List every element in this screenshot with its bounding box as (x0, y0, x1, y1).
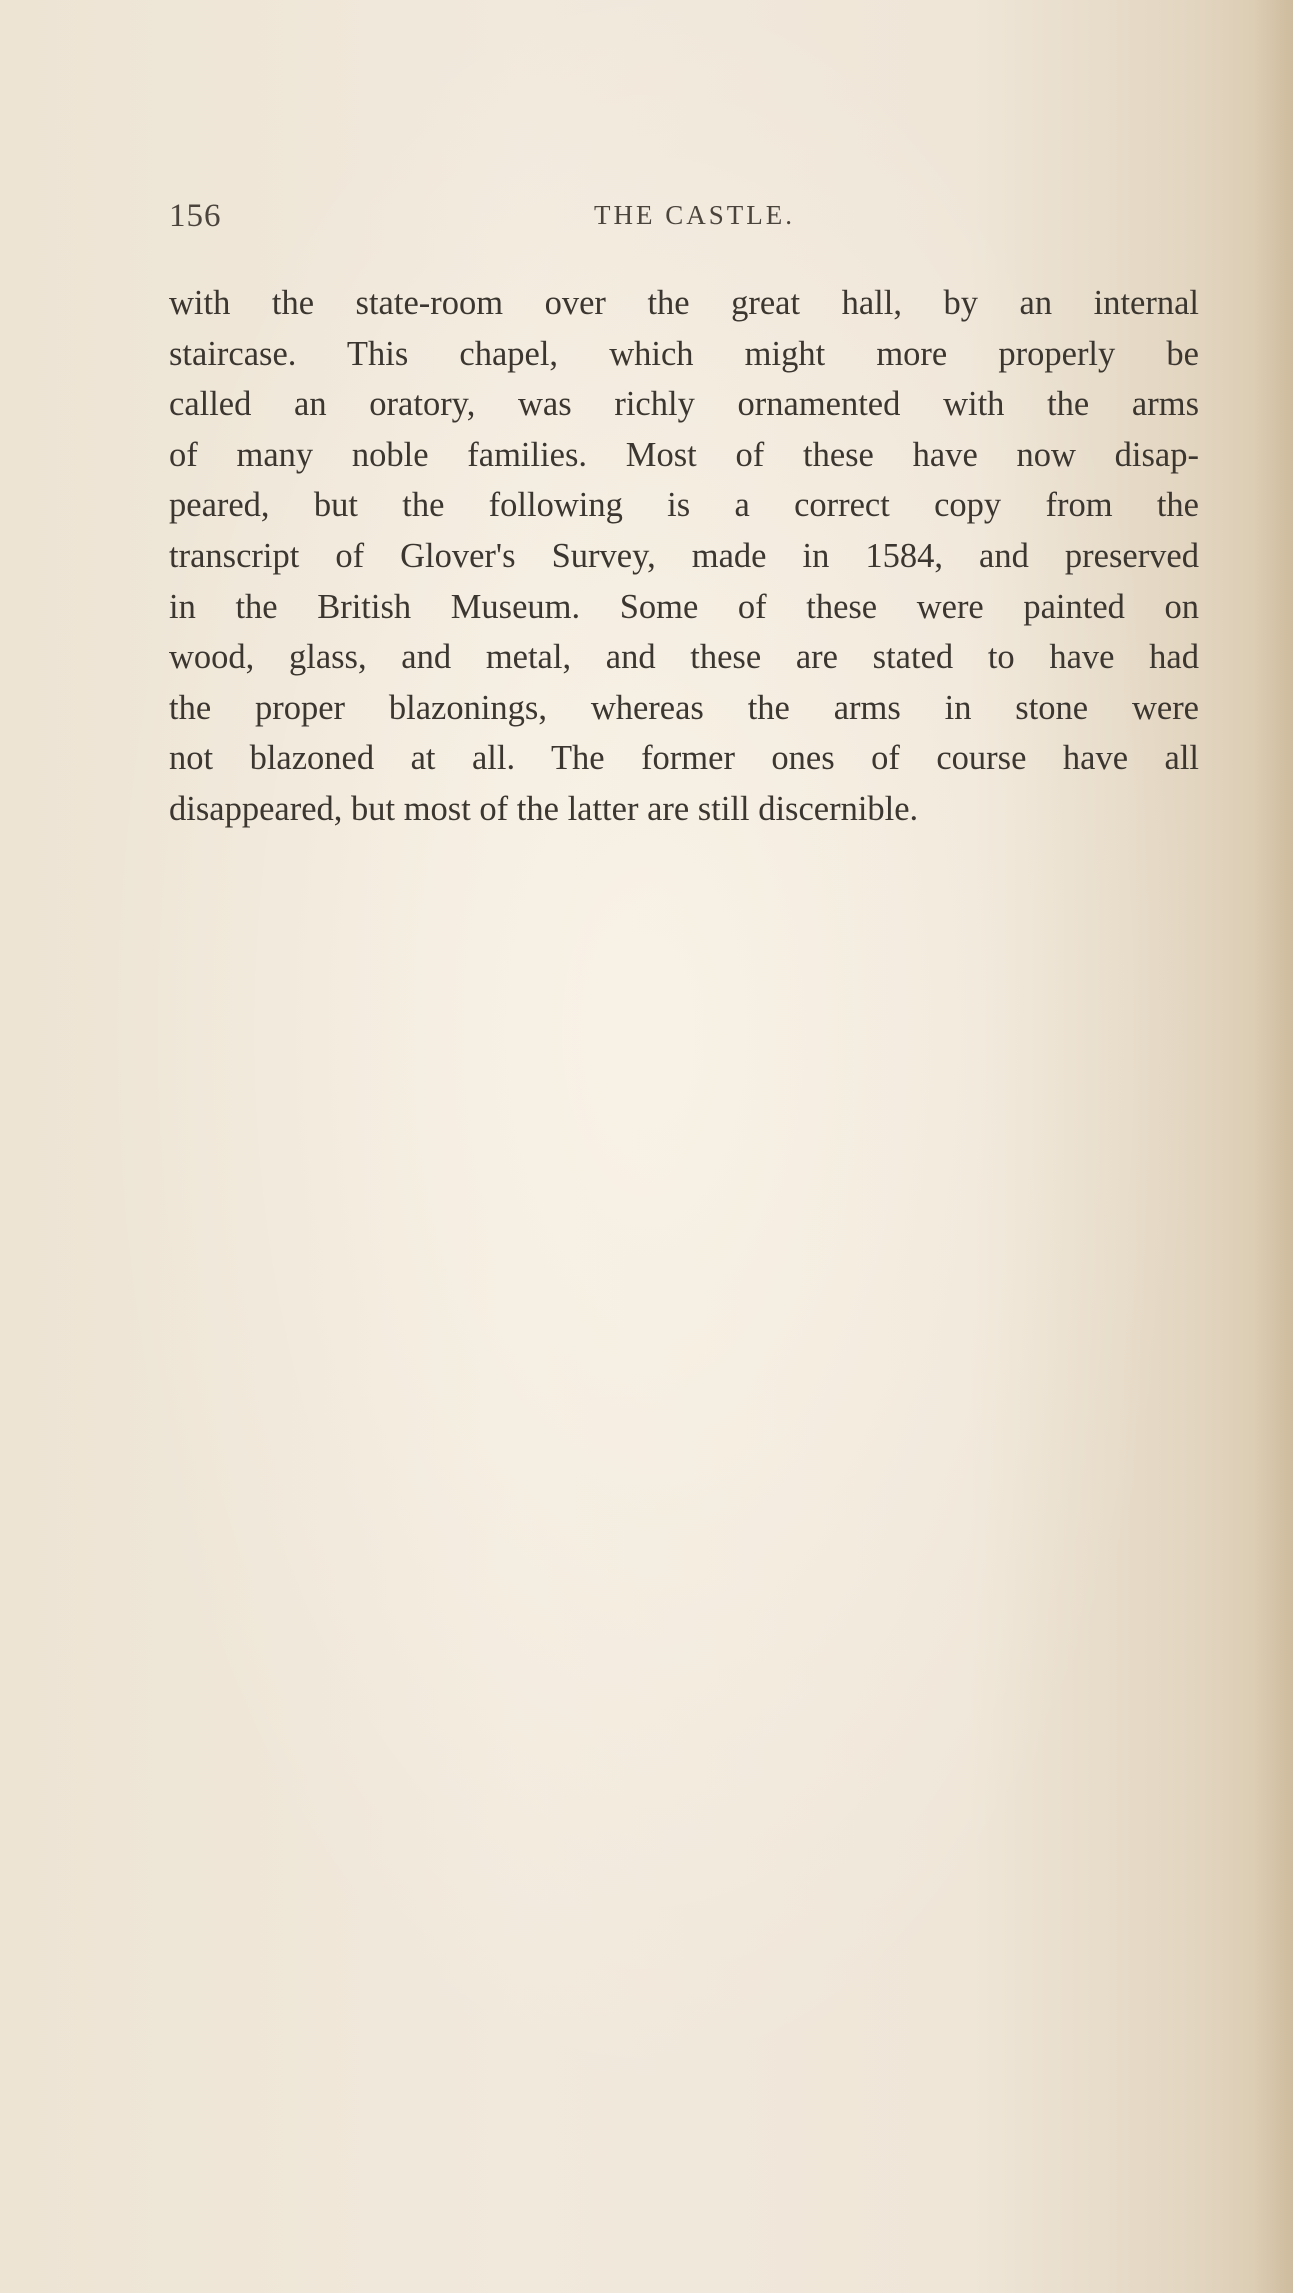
page-edge-shadow (1253, 0, 1293, 2293)
text-line: the proper blazonings, whereas the arms in stone were (169, 688, 1199, 727)
text-line: not blazoned at all. The former ones of course have all (169, 739, 1199, 778)
running-head (169, 198, 1164, 242)
text-line: transcript of Glover's Survey, made in 1584, and preserved (169, 536, 1199, 575)
text-line-last: disappeared, but most of the latter are still discernible. (169, 789, 919, 828)
running-title: THE CASTLE. (594, 200, 795, 230)
text-line: in the British Museum. Some of these were painted on (169, 587, 1199, 626)
text-line: of many noble families. Most of these have now disap- (169, 435, 1199, 474)
text-line: wood, glass, and metal, and these are stated to have had (169, 638, 1199, 677)
page-number: 156 (169, 198, 222, 234)
text-line: peared, but the following is a correct copy from the (169, 486, 1199, 525)
body-paragraph (169, 278, 1199, 835)
text-line: with the state-room over the great hall, by an internal (169, 284, 1199, 322)
text-line: staircase. This chapel, which might more properly be (169, 334, 1199, 373)
text-line: called an oratory, was richly ornamented with the arms (169, 385, 1199, 424)
